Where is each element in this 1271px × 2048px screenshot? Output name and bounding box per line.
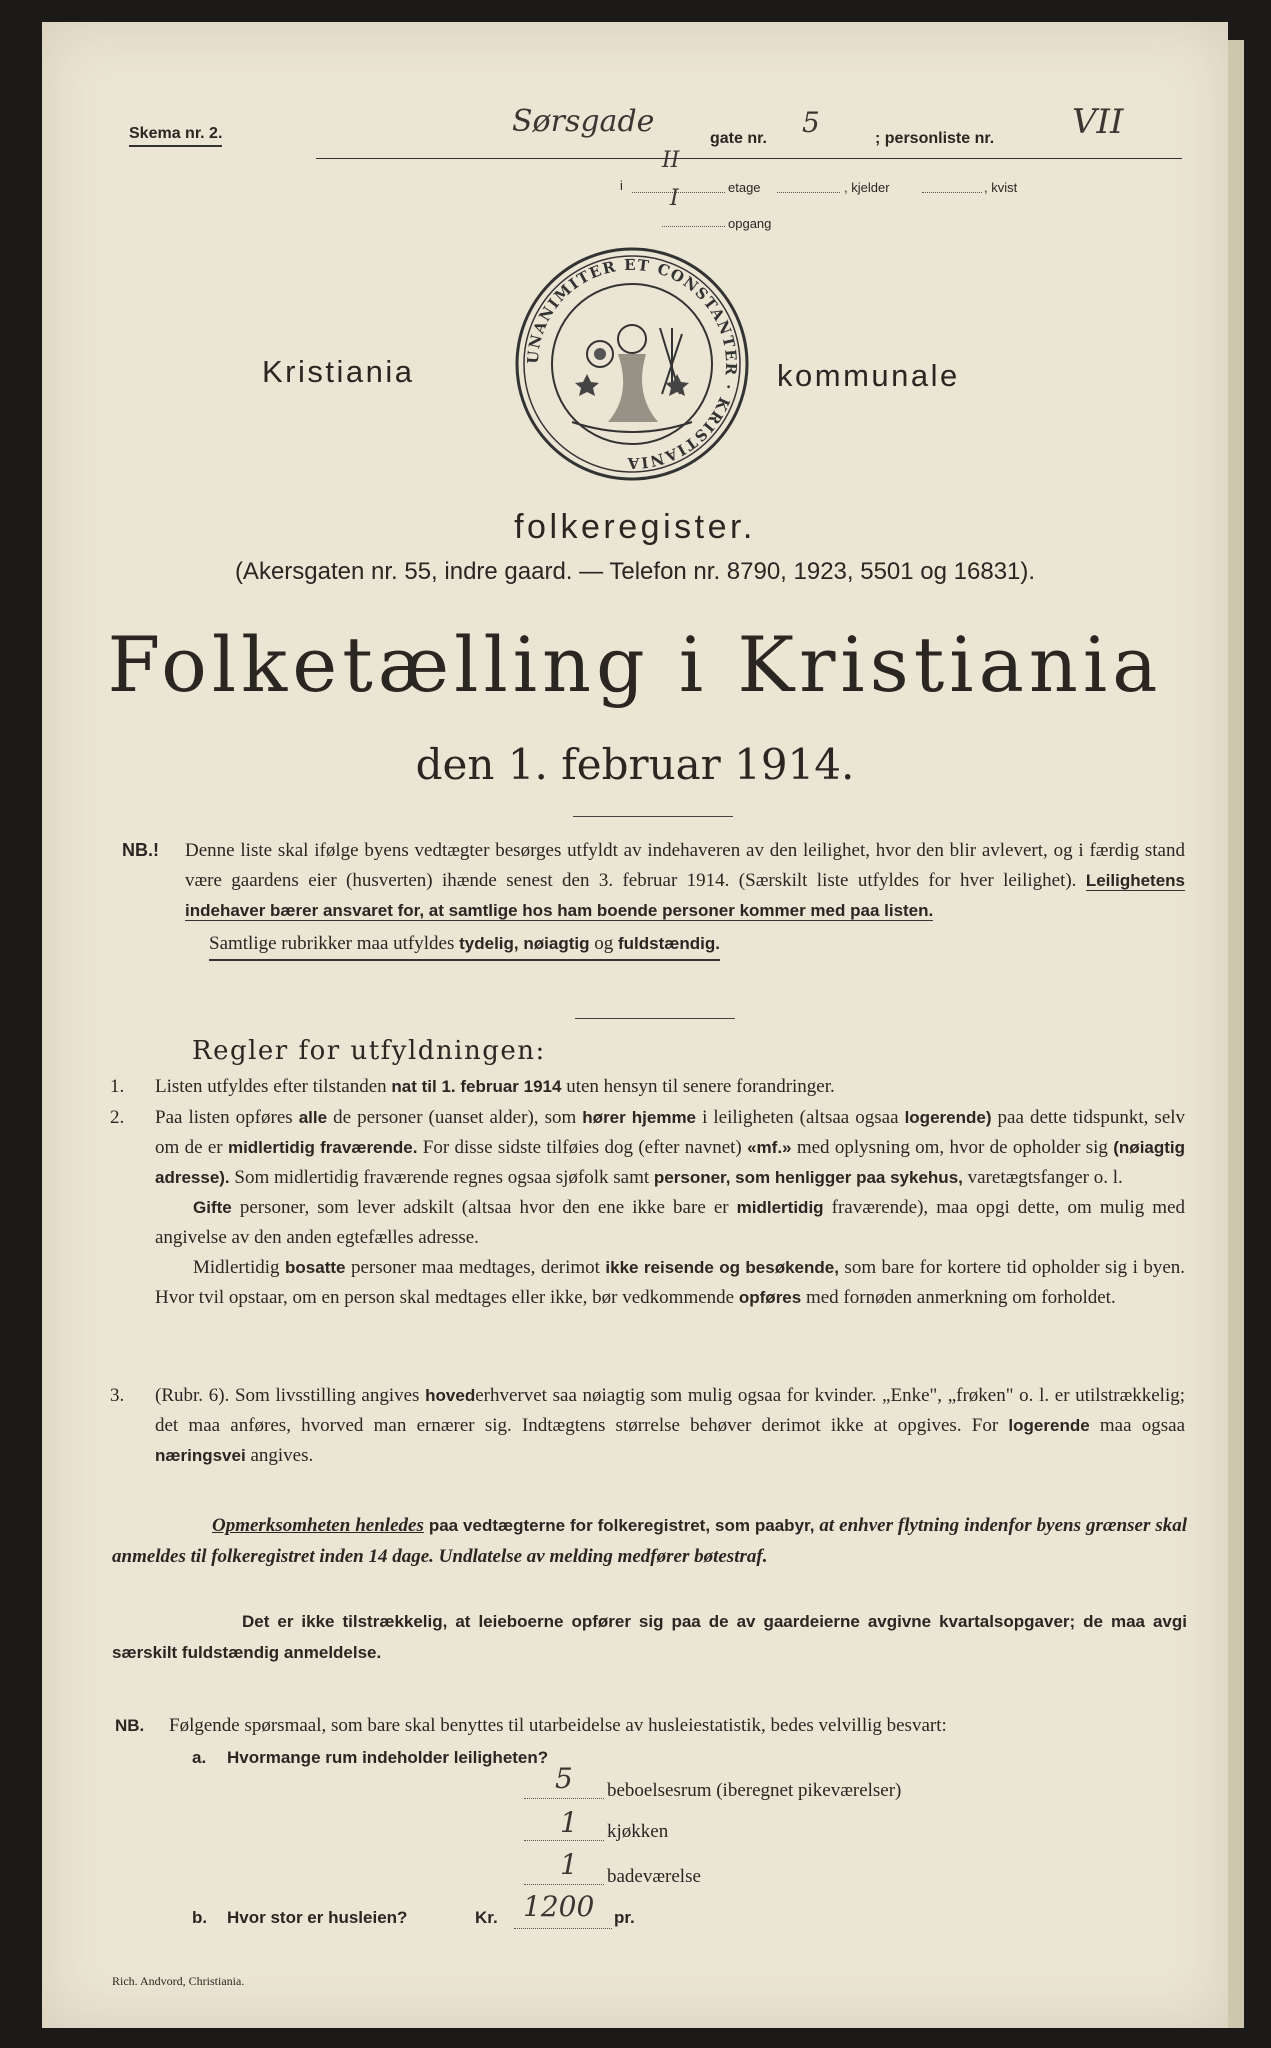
- sheet-edge: [1228, 40, 1244, 2028]
- r2n: personer, som henligger paa sykehus,: [653, 1168, 963, 1187]
- r2h: midlertidig fraværende.: [227, 1138, 418, 1157]
- nb1-line3-b: tydelig,: [459, 934, 519, 953]
- folkeregister-label: folkeregister.: [514, 508, 756, 546]
- r3d: logerende: [1008, 1416, 1090, 1435]
- kristiania-seal-icon: [512, 244, 752, 484]
- bath-value[interactable]: 1: [560, 1848, 578, 1881]
- nb1-line3-e: fuldstændig.: [617, 934, 720, 953]
- r2i: For disse sidste tilføies dog (efter navnet): [422, 1137, 742, 1158]
- qa-question: Hvormange rum indeholder leiligheten?: [227, 1748, 549, 1767]
- rules-heading: Regler for utfyldningen:: [192, 1036, 546, 1066]
- etage-label: etage: [728, 180, 761, 195]
- kristiania-word: Kristiania: [262, 354, 415, 389]
- nb2-label: NB.: [115, 1716, 145, 1735]
- rooms-value[interactable]: 5: [555, 1762, 573, 1795]
- r3b: hoved: [425, 1386, 476, 1405]
- r3f: næringsvei: [155, 1446, 246, 1465]
- opgang-label: opgang: [728, 216, 772, 231]
- r2r: midlertidig: [736, 1198, 824, 1217]
- r2x: som bare for kortere tid opholder sig i byen. Hvor tvil opstaar, om en person skal medtages eller ikke, bør vedkommende: [155, 1257, 1186, 1308]
- r2w: ikke reisende og besøkende,: [605, 1258, 839, 1277]
- kjelder-label: , kjelder: [844, 180, 890, 195]
- bath-label: badeværelse: [607, 1866, 701, 1887]
- notice-d: Det er ikke tilstrækkelig, at leieboerne opfører sig paa de av gaardeierne avgivne kvartalsopgaver; de maa avgi særskilt fuldstændig anmeldelse.: [112, 1612, 1187, 1662]
- r2s: fraværende), maa opgi dette, om mulig med angivelse av den anden egtefælles adresse.: [155, 1197, 1186, 1248]
- page-title: Folketælling i Kristiania: [107, 620, 1163, 709]
- census-date: den 1. februar 1914.: [415, 740, 855, 789]
- kr-label: Kr.: [475, 1908, 498, 1927]
- kvist-label: , kvist: [984, 180, 1018, 195]
- kommunale-word: kommunale: [777, 358, 960, 393]
- rule-1: [155, 1072, 1185, 1102]
- nb1-line3-d: og: [594, 933, 614, 954]
- personliste-value[interactable]: VII: [1072, 102, 1124, 142]
- qb-label: b.: [192, 1908, 208, 1927]
- printer-imprint: Rich. Andvord, Christiania.: [112, 1974, 245, 1988]
- divider: [575, 1018, 735, 1019]
- rent-value[interactable]: 1200: [523, 1890, 595, 1923]
- r2u: bosatte: [285, 1258, 346, 1277]
- notice-c: at enhver flytning indenfor byens grænser skal anmeldes til folkeregistret inden 14 dage. Undlatelse av melding medfører bøtestraf.: [112, 1515, 1187, 1567]
- nb2-text: Følgende spørsmaal, som bare skal benyttes til utarbeidelse av husleiestatistik, bedes velvillig besvart:: [169, 1715, 947, 1736]
- r2t: Midlertidig: [193, 1257, 280, 1278]
- rule-1-c: uten hensyn til senere forandringer.: [566, 1076, 835, 1097]
- r2b: alle: [298, 1108, 328, 1127]
- r2m: Som midlertidig fraværende regnes ogsaa sjøfolk samt: [234, 1167, 650, 1188]
- r2g: paa dette tidspunkt, selv om de er: [155, 1107, 1186, 1158]
- r2v: personer maa medtages, derimot: [350, 1257, 600, 1278]
- kjelder-field[interactable]: [777, 174, 840, 193]
- r2c: de personer (uanset alder), som: [333, 1107, 577, 1128]
- pr-label: pr.: [614, 1908, 635, 1927]
- nb1-responsibility: Leilighetens indehaver bærer ansvaret for, at samtlige hos ham boende personer kommer med paa listen.: [185, 871, 1186, 920]
- r2e: i leiligheten (altsaa ogsaa: [702, 1107, 899, 1128]
- etage-value[interactable]: II: [662, 148, 680, 173]
- nb1-line3-c: nøiagtig: [523, 934, 590, 953]
- notice-b: paa vedtægterne for folkeregistret, som paabyr,: [428, 1516, 815, 1535]
- rule-1-b: nat til 1. februar 1914: [391, 1077, 562, 1096]
- r2l: (nøiagtig adresse).: [155, 1138, 1186, 1187]
- rule-1-number: 1.: [110, 1076, 125, 1097]
- r2y: opføres: [738, 1288, 802, 1307]
- nb1-line3-a: Samtlige rubrikker maa utfyldes: [209, 933, 455, 954]
- personliste-label: ; personliste nr.: [875, 130, 995, 147]
- r3g: angives.: [250, 1445, 314, 1466]
- seal-ring-text: UNANIMITER ET CONSTANTER · KRISTIANIA: [523, 255, 741, 473]
- r2p: Gifte: [193, 1198, 232, 1217]
- r2q: personer, som lever adskilt (altsaa hvor den ene ikke bare er: [239, 1197, 729, 1218]
- form-sheet: [42, 22, 1228, 2028]
- rule-3-number: 3.: [110, 1385, 125, 1406]
- rooms-label: beboelsesrum (iberegnet pikeværelser): [607, 1780, 902, 1801]
- office-address: (Akersgaten nr. 55, indre gaard. — Telefon nr. 8790, 1923, 5501 og 16831).: [234, 558, 1036, 585]
- nb1-line3: [209, 929, 720, 961]
- r3c: erhvervet saa nøiagtig som mulig ogsaa for kvinder. „Enke", „frøken" o. l. er utilstrækkelig; det maa anføres, hvorved man ernærer sig. Indtægtens størrelse behøver derimot ikke at opgives. For: [155, 1385, 1186, 1436]
- kitchen-value[interactable]: 1: [560, 1806, 578, 1839]
- street-value[interactable]: Sørsgade: [512, 104, 655, 139]
- rule-2: [155, 1103, 1185, 1313]
- rule-1-a: Listen utfyldes efter tilstanden: [155, 1076, 387, 1097]
- gate-nr-value[interactable]: 5: [802, 106, 820, 139]
- r2k: med oplysning om, hvor de opholder sig: [796, 1137, 1108, 1158]
- qa-label: a.: [192, 1748, 207, 1767]
- r2f: logerende): [904, 1108, 992, 1127]
- kvist-field[interactable]: [922, 174, 982, 193]
- notice-paragraph: [112, 1510, 1187, 1572]
- opgang-value[interactable]: I: [670, 186, 679, 211]
- r2a: Paa listen opføres: [155, 1107, 293, 1128]
- r2o: varetægtsfanger o. l.: [967, 1167, 1123, 1188]
- r2z: med fornøden anmerkning om forholdet.: [805, 1287, 1116, 1308]
- divider: [573, 816, 733, 817]
- r2j: «mf.»: [747, 1138, 792, 1157]
- r3e: maa ogsaa: [1099, 1415, 1186, 1436]
- i-label: i: [620, 178, 623, 193]
- qb-question: Hvor stor er husleien?: [227, 1908, 408, 1927]
- nb1-paragraph: [185, 836, 1185, 926]
- rule-2-number: 2.: [110, 1107, 125, 1128]
- nb1-text: Denne liste skal ifølge byens vedtægter besørges utfyldt av indehaveren av den leilighet, hvor den blir avlevert, og i færdig stand være gaardens eier (husverten) ihænde senest den 3. februar 1914. (Særskilt liste utfyldes for hver leilighet).: [185, 840, 1185, 891]
- nb1-label: NB.!: [122, 840, 159, 860]
- r2d: hører hjemme: [582, 1108, 697, 1127]
- r3a: (Rubr. 6). Som livsstilling angives: [155, 1385, 420, 1406]
- notice-a: Opmerksomheten henledes: [212, 1515, 424, 1536]
- kitchen-label: kjøkken: [607, 1821, 669, 1842]
- gate-label: gate nr.: [710, 130, 767, 147]
- skema-label: Skema nr. 2.: [129, 125, 222, 147]
- rule-3: [155, 1381, 1185, 1471]
